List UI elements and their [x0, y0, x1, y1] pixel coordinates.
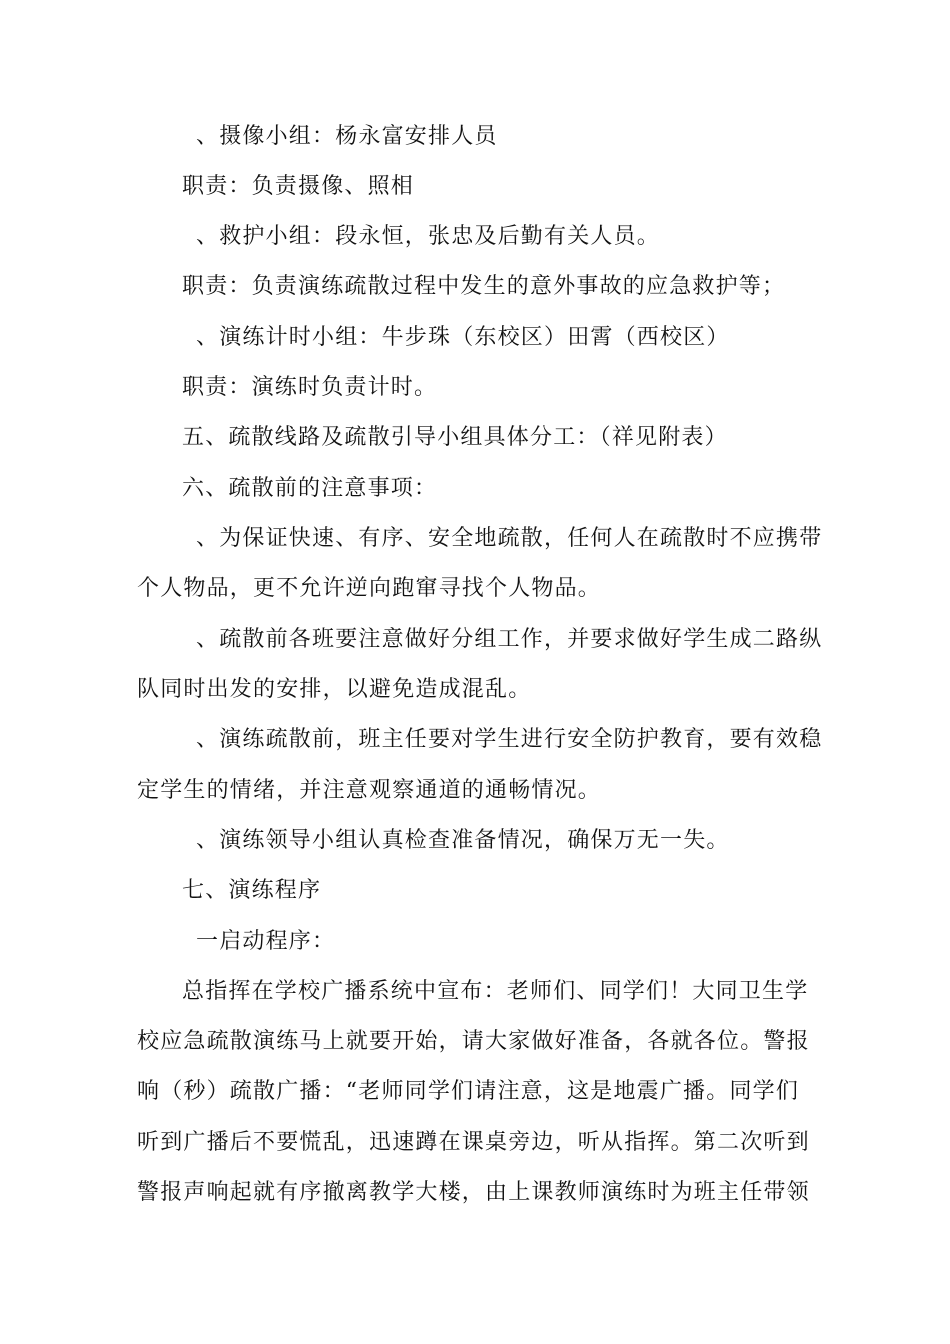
text-line: 、演练领导小组认真检查准备情况，确保万无一失。 — [196, 828, 730, 853]
text-line: 、演练疏散前，班主任要对学生进行安全防护教育，要有效稳 — [196, 727, 823, 752]
text-line: 、救护小组：段永恒，张忠及后勤有关人员。 — [196, 224, 661, 249]
text-line: 总指挥在学校广播系统中宣布：老师们、同学们！大同卫生学 — [182, 979, 809, 1004]
section-heading: 五、疏散线路及疏散引导小组具体分工：（祥见附表） — [182, 425, 728, 450]
text-line: 个人物品，更不允许逆向跑窜寻找个人物品。 — [137, 576, 602, 601]
text-line: 、为保证快速、有序、安全地疏散，任何人在疏散时不应携带 — [196, 526, 823, 551]
text-line: 定学生的情绪，并注意观察通道的通畅情况。 — [137, 778, 602, 803]
text-line: 警报声响起就有序撤离教学大楼，由上课教师演练时为班主任带领 — [137, 1180, 810, 1205]
text-line: 职责：演练时负责计时。 — [182, 375, 438, 400]
text-line: 听到广播后不要慌乱，迅速蹲在课桌旁边，听从指挥。第二次听到 — [137, 1130, 810, 1155]
subsection-heading: 一启动程序： — [196, 929, 336, 954]
text-line: 职责：负责摄像、照相 — [182, 174, 415, 199]
text-line: 、摄像小组：杨永富安排人员 — [196, 124, 498, 149]
text-line: 响（秒）疏散广播：“老师同学们请注意，这是地震广播。同学们 — [137, 1079, 800, 1104]
section-heading: 七、演练程序 — [182, 878, 322, 903]
text-line: 、疏散前各班要注意做好分组工作，并要求做好学生成二路纵 — [196, 627, 823, 652]
text-line: 队同时出发的安排，以避免造成混乱。 — [137, 677, 532, 702]
text-line: 校应急疏散演练马上就要开始，请大家做好准备，各就各位。警报 — [137, 1029, 810, 1054]
section-heading: 六、疏散前的注意事项： — [182, 476, 438, 501]
text-line: 、演练计时小组：牛步珠（东校区）田霄（西校区） — [196, 325, 730, 350]
text-line: 职责：负责演练疏散过程中发生的意外事故的应急救护等； — [182, 274, 786, 299]
